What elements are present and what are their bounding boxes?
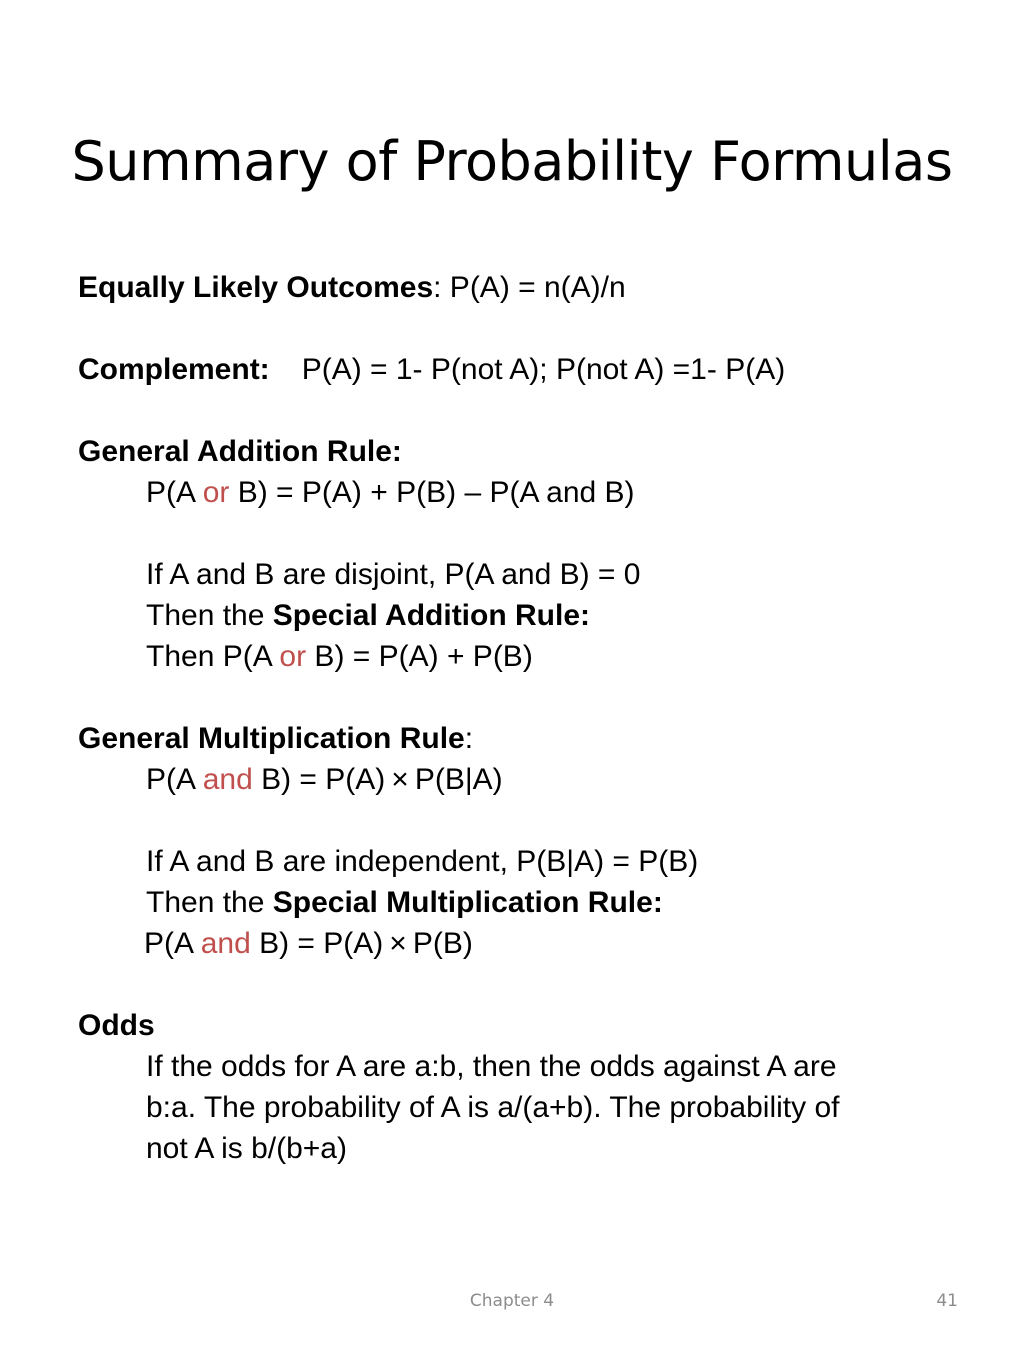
odds-text-line: If the odds for A are a:b, then the odds against A are [146, 1050, 837, 1083]
equally-likely-colon: : [433, 271, 442, 304]
and-keyword: and [202, 763, 253, 796]
special-addition-heading: Special Addition Rule: [272, 599, 591, 632]
slide-title: Summary of Probability Formulas [71, 130, 953, 193]
general-multiplication-formula-post: B) = P(A) × P(B|A) [252, 763, 503, 796]
then-the-text: Then the [146, 599, 273, 632]
special-multiplication-formula-pre: P(A [144, 927, 201, 960]
general-multiplication-heading: General Multiplication Rule [78, 722, 465, 755]
special-addition-formula [146, 637, 533, 677]
footer-chapter: Chapter 4 [469, 1291, 555, 1311]
or-keyword: or [202, 476, 230, 509]
odds-heading: Odds [78, 1009, 155, 1042]
special-multiplication-intro [146, 883, 663, 923]
odds-heading-line [78, 1006, 155, 1046]
equally-likely-formula: P(A) = n(A)/n [441, 271, 626, 304]
general-multiplication-line [78, 719, 473, 759]
footer-page-number: 41 [936, 1291, 958, 1311]
general-addition-formula-pre: P(A [146, 476, 203, 509]
special-multiplication-formula [144, 924, 473, 964]
complement-line [78, 350, 785, 390]
and-keyword: and [200, 927, 251, 960]
general-addition-heading: General Addition Rule: [78, 435, 402, 468]
general-addition-formula-post: B) = P(A) + P(B) – P(A and B) [229, 476, 635, 509]
general-multiplication-colon: : [464, 722, 474, 755]
complement-heading: Complement: [78, 353, 270, 386]
then-the-text: Then the [146, 886, 273, 919]
general-multiplication-formula-pre: P(A [146, 763, 203, 796]
independent-condition: If A and B are independent, P(B|A) = P(B) [146, 845, 699, 878]
special-multiplication-formula-post: B) = P(A) × P(B) [250, 927, 473, 960]
special-multiplication-heading: Special Multiplication Rule: [272, 886, 663, 919]
special-addition-formula-pre: Then P(A [146, 640, 280, 673]
equally-likely-heading: Equally Likely Outcomes [78, 271, 434, 304]
disjoint-condition: If A and B are disjoint, P(A and B) = 0 [146, 558, 641, 591]
complement-formula: P(A) = 1- P(not A); P(not A) =1- P(A) [301, 353, 786, 386]
special-addition-formula-post: B) = P(A) + P(B) [306, 640, 533, 673]
or-keyword: or [279, 640, 307, 673]
odds-text-line: not A is b/(b+a) [146, 1132, 347, 1165]
special-addition-intro [146, 596, 590, 636]
general-multiplication-formula [146, 760, 503, 800]
general-addition-formula [146, 473, 635, 513]
equally-likely-line [78, 268, 626, 308]
odds-text-line: b:a. The probability of A is a/(a+b). The probability of [146, 1091, 840, 1124]
